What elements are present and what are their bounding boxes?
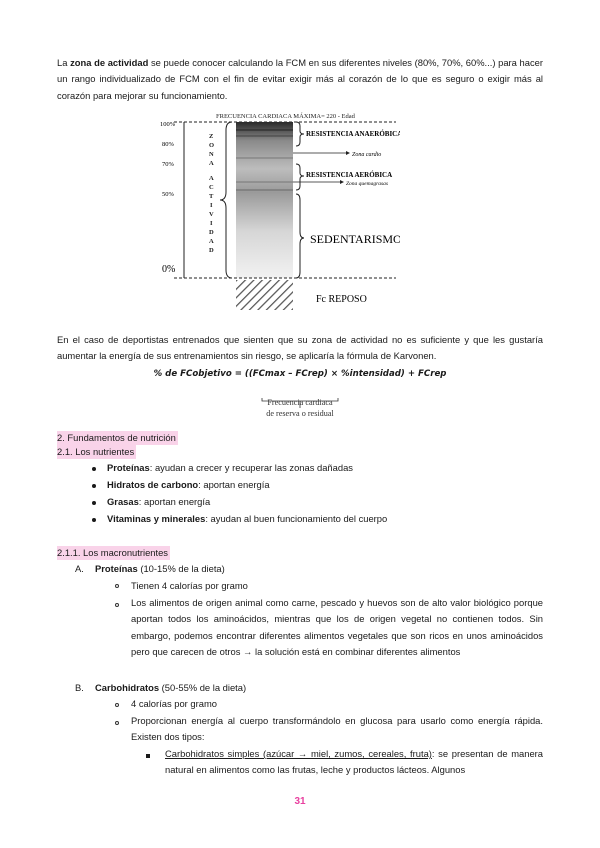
brace-aerobic: [296, 164, 304, 190]
page-number: 31: [294, 796, 306, 807]
macro-a-rest: (10-15% de la dieta): [137, 563, 225, 574]
label-rest: Fc REPOSO: [316, 294, 367, 305]
karvonen-formula: % de FCobjetivo = ((FCmax – FCrep) × %intensidad) + FCrep: [153, 369, 447, 379]
vl-6: C: [209, 184, 214, 191]
vl-12: A: [209, 238, 214, 245]
label-anaerobic: RESISTENCIA ANAERÓBICA: [306, 130, 400, 138]
formula-note-line-2: de reserva o residual: [266, 409, 334, 418]
nutrient-2-bold: Grasas: [107, 496, 139, 507]
intensity-bar: [236, 122, 293, 278]
macro-a-item-0: Tienen 4 calorías por gramo: [131, 580, 248, 591]
macro-a-bold: Proteínas: [95, 563, 138, 574]
label-fat: Zona quemagrasas: [346, 181, 389, 187]
label-aerobic: RESISTENCIA AERÓBICA: [306, 171, 393, 179]
nutrient-3-rest: : ayudan al buen funcionamiento del cuerpo: [205, 513, 388, 524]
nutrient-0-rest: : ayudan a crecer y recuperar las zonas dañadas: [149, 462, 353, 473]
vl-2: N: [209, 151, 214, 158]
nutrient-2-rest: : aportan energía: [138, 496, 211, 507]
simple-carbs-underlined: Carbohidratos simples (azúcar → miel, zumos, cereales, fruta): [165, 748, 432, 759]
intro-paragraph: [57, 55, 543, 104]
level-80: 80%: [162, 141, 174, 148]
nutrient-1-bold: Hidratos de carbono: [107, 479, 199, 490]
vl-1: O: [209, 142, 215, 149]
macro-a-letter: A.: [75, 563, 84, 574]
vl-13: D: [209, 247, 214, 254]
rest-hatch: [236, 280, 293, 310]
vl-10: I: [210, 220, 213, 227]
heading-section-2-1: 2.1. Los nutrientes: [57, 446, 135, 457]
brace-anaerobic: [296, 122, 304, 146]
vl-0: Z: [209, 133, 214, 140]
intro-text-start: La: [57, 57, 71, 68]
formula-note-line-1: Frecuencia cardiaca: [267, 398, 333, 407]
macro-b-rest: (50-55% de la dieta): [159, 682, 247, 693]
nutrient-item-2: [107, 495, 210, 509]
nutrient-1-rest: : aportan energía: [198, 479, 270, 490]
simple-carbs-item: [165, 746, 543, 779]
bullet-dot: [92, 467, 96, 471]
karvonen-paragraph: En el caso de deportistas entrenados que sienten que su zona de actividad no es suficiente y que les gustaría aumentar la energía de sus entrenamientos sin riesgo, se aplicaría la fórmula de Karvonen.: [57, 334, 543, 362]
nutrient-item-0: [107, 461, 353, 475]
macro-b-letter: B.: [75, 682, 84, 693]
macro-b-item-1: Proporcionan energía al cuerpo transformándolo en glucosa para usarlo como energía rápida. Existen dos tipos:: [131, 715, 543, 743]
vl-5: A: [209, 175, 214, 182]
sub-bullet-circle: [115, 703, 119, 707]
nutrient-3-bold: Vitaminas y minerales: [107, 513, 206, 524]
vl-8: I: [210, 202, 213, 209]
vl-9: V: [209, 211, 214, 218]
intro-text-rest: se puede conocer calculando la FCM en sus diferentes niveles (80%, 70%, 60%...) para hacer un rango individualizado de FCM con el fin de evitar exigir más al corazón de lo que es seguro o exigir más al corazón para mejorar su funcionamiento.: [57, 57, 543, 101]
vl-3: A: [209, 160, 214, 167]
level-0: 0%: [162, 264, 176, 275]
sub-sub-bullet-square: [146, 754, 150, 758]
activity-brace-left: [220, 122, 232, 278]
vl-11: D: [209, 229, 214, 236]
macro-b-heading: [95, 681, 246, 695]
simple-carbs-rest: : se presentan de manera natural en alimentos como las frutas, leche y productos lácteos. Algunos: [165, 748, 543, 776]
fcm-diagram: [160, 110, 400, 310]
arrow-cardio-head: [346, 151, 350, 155]
vertical-zone-label: [209, 133, 214, 254]
bullet-dot: [92, 501, 96, 505]
macro-a-item-1: Los alimentos de origen animal como carne, pescado y huevos son de alto valor biológico porque aportan todos los aminoácidos, mientras que los de origen vegetal no contienen todos. Sin embargo, podemos encontrar diferentes alimentos vegetales que son ricos en unos aminoácidos pero que carecen de otros → la solución está en combinar diferentes alimentos: [131, 597, 543, 657]
macro-b-item-0: 4 calorías por gramo: [131, 698, 217, 709]
heading-section-2: 2. Fundamentos de nutrición: [57, 432, 176, 443]
level-50: 50%: [162, 191, 174, 198]
level-100: 100%: [160, 121, 176, 128]
nutrient-item-1: [107, 478, 270, 492]
brace-sedentary: [296, 194, 304, 278]
arrow-fat-head: [340, 180, 344, 184]
sub-bullet-circle: [115, 603, 119, 607]
label-cardio: Zona cardio: [352, 152, 382, 158]
sub-bullet-circle: [115, 721, 119, 725]
nutrient-0-bold: Proteínas: [107, 462, 150, 473]
intro-bold-term: zona de actividad: [70, 57, 149, 68]
diagram-title: FRECUENCIA CARDIACA MÁXIMA= 220 - Edad: [216, 113, 355, 120]
nutrient-item-3: [107, 512, 387, 526]
bullet-dot: [92, 484, 96, 488]
fcm-diagram-svg: [160, 110, 400, 310]
bullet-dot: [92, 518, 96, 522]
level-70: 70%: [162, 161, 174, 168]
label-sedentary: SEDENTARISMO: [310, 232, 400, 246]
heading-section-2-1-1: 2.1.1. Los macronutrientes: [57, 547, 168, 558]
macro-b-bold: Carbohidratos: [95, 682, 160, 693]
macro-a-heading: [95, 562, 225, 576]
vl-7: T: [209, 193, 214, 200]
sub-bullet-circle: [115, 584, 119, 588]
